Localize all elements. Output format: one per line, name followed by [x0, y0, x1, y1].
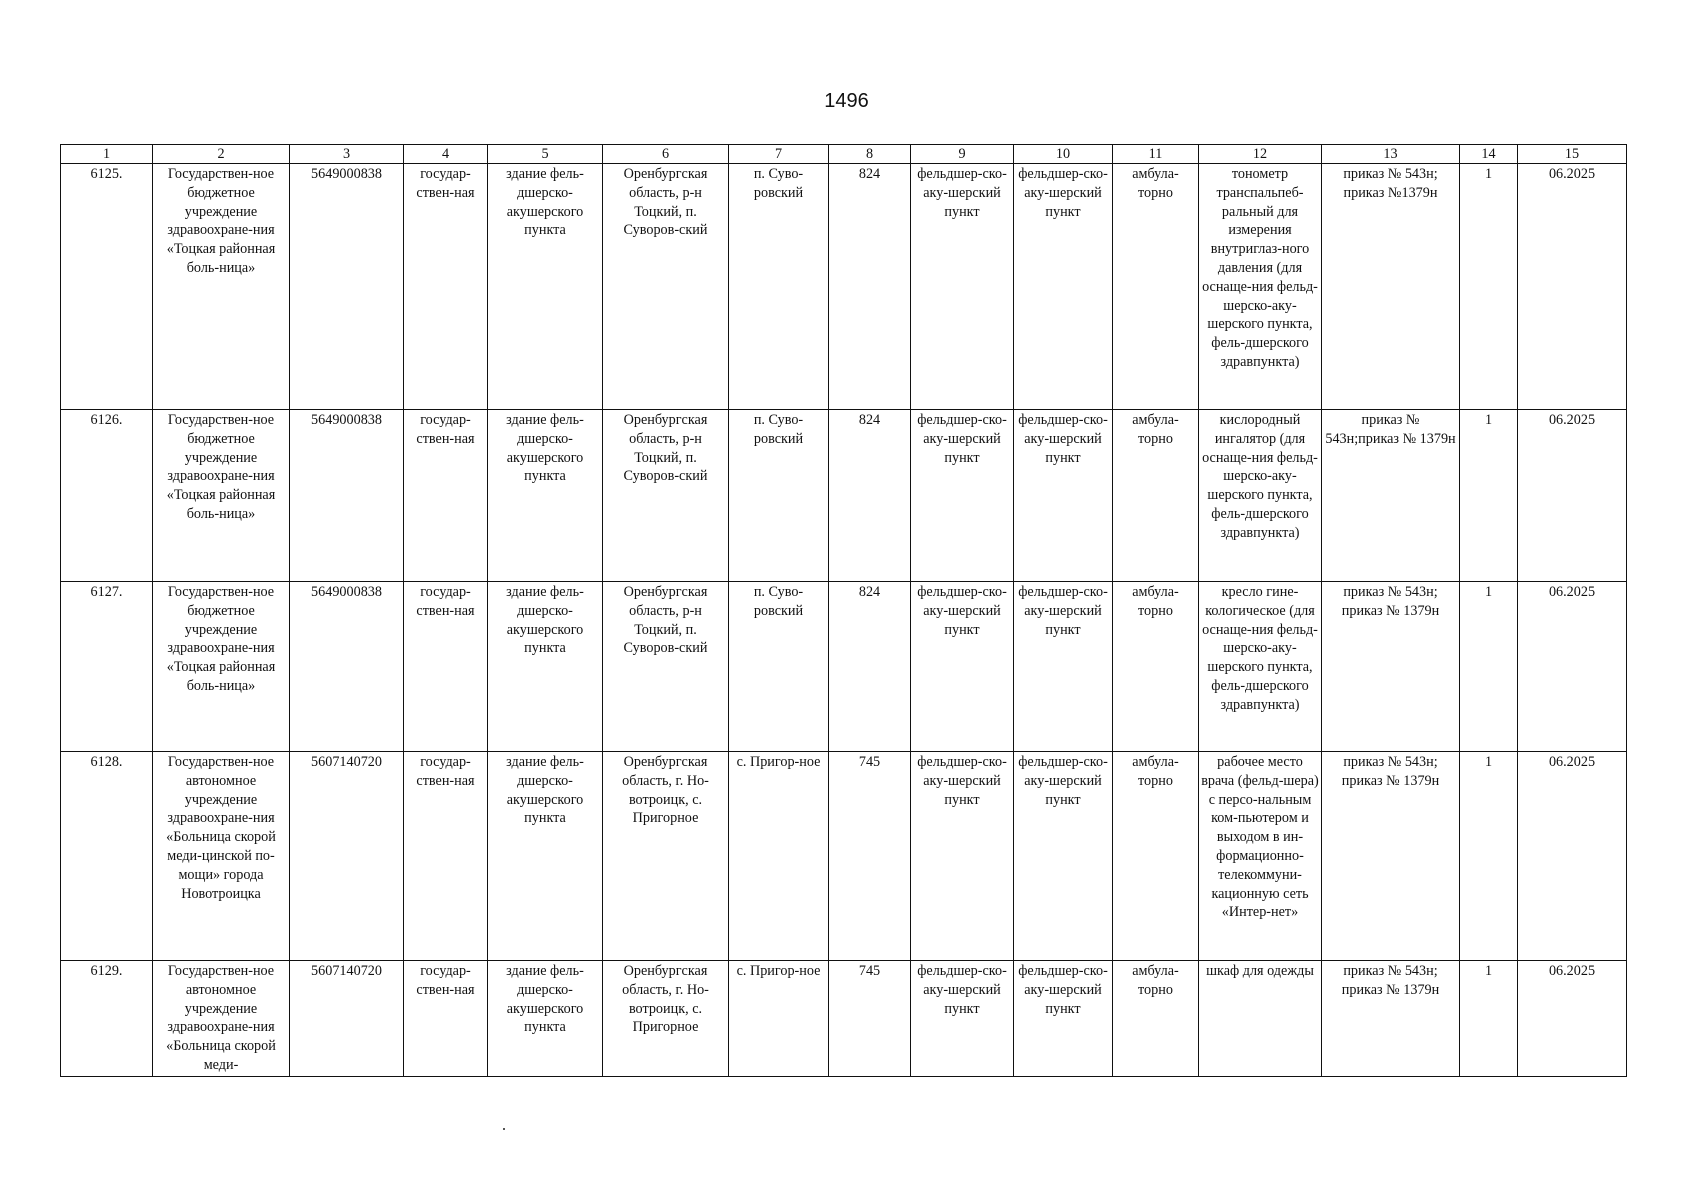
column-number: 8	[829, 145, 911, 164]
cell-care-form: амбула-торно	[1113, 961, 1199, 1077]
cell-date: 06.2025	[1518, 961, 1627, 1077]
cell-equipment: кислородный ингалятор (для оснаще-ния фельд-шерско-аку-шерского пункта, фель-дшерского здравпункта)	[1199, 410, 1322, 582]
cell-inn: 5607140720	[290, 961, 404, 1077]
table-row	[61, 164, 1627, 410]
cell-order: приказ № 543н; приказ № 1379н	[1322, 752, 1460, 961]
cell-date: 06.2025	[1518, 582, 1627, 752]
cell-record-number: 6127.	[61, 582, 153, 752]
cell-locality: с. Пригор-ное	[729, 752, 829, 961]
cell-date: 06.2025	[1518, 164, 1627, 410]
column-number: 10	[1014, 145, 1113, 164]
cell-equipment: рабочее место врача (фельд-шера) с персо-нальным ком-пьютером и выходом в ин-формационно-телекоммуни-кационную сеть «Интер-нет»	[1199, 752, 1322, 961]
cell-building: здание фель-дшерско-акушерского пункта	[488, 961, 603, 1077]
column-number: 9	[911, 145, 1014, 164]
cell-address: Оренбургская область, г. Но-вотроицк, с. Пригорное	[603, 752, 729, 961]
cell-record-number: 6129.	[61, 961, 153, 1077]
register-table	[60, 144, 1627, 1077]
cell-care-form: амбула-торно	[1113, 582, 1199, 752]
cell-organization: Государствен-ное автономное учреждение здравоохране-ния «Больница скорой меди-цинской по-мощи» города Новотроицка	[153, 752, 290, 961]
cell-record-number: 6128.	[61, 752, 153, 961]
cell-unit: фельдшер-ско-аку-шерский пункт	[1014, 410, 1113, 582]
cell-ownership: государ-ствен-ная	[404, 582, 488, 752]
table-row	[61, 582, 1627, 752]
cell-address: Оренбургская область, р-н Тоцкий, п. Суворов-ский	[603, 410, 729, 582]
cell-unit: фельдшер-ско-аку-шерский пункт	[1014, 961, 1113, 1077]
column-number: 5	[488, 145, 603, 164]
cell-locality: с. Пригор-ное	[729, 961, 829, 1077]
cell-ownership: государ-ствен-ная	[404, 410, 488, 582]
column-number: 12	[1199, 145, 1322, 164]
table-row	[61, 410, 1627, 582]
cell-address: Оренбургская область, р-н Тоцкий, п. Суворов-ский	[603, 582, 729, 752]
column-number: 14	[1460, 145, 1518, 164]
cell-quantity: 1	[1460, 752, 1518, 961]
cell-quantity: 1	[1460, 410, 1518, 582]
column-number: 2	[153, 145, 290, 164]
cell-organization: Государствен-ное автономное учреждение здравоохране-ния «Больница скорой меди-	[153, 961, 290, 1077]
cell-building: здание фель-дшерско-акушерского пункта	[488, 164, 603, 410]
cell-building: здание фель-дшерско-акушерского пункта	[488, 582, 603, 752]
column-number: 15	[1518, 145, 1627, 164]
column-number: 3	[290, 145, 404, 164]
column-number: 1	[61, 145, 153, 164]
cell-address: Оренбургская область, г. Но-вотроицк, с. Пригорное	[603, 961, 729, 1077]
cell-building: здание фель-дшерско-акушерского пункта	[488, 752, 603, 961]
cell-record-number: 6126.	[61, 410, 153, 582]
cell-inn: 5649000838	[290, 164, 404, 410]
column-number: 6	[603, 145, 729, 164]
cell-organization: Государствен-ное бюджетное учреждение здравоохране-ния «Тоцкая районная боль-ница»	[153, 164, 290, 410]
cell-building: здание фель-дшерско-акушерского пункта	[488, 410, 603, 582]
cell-unit: фельдшер-ско-аку-шерский пункт	[1014, 752, 1113, 961]
cell-locality: п. Суво-ровский	[729, 410, 829, 582]
cell-quantity: 1	[1460, 582, 1518, 752]
cell-structure: фельдшер-ско-аку-шерский пункт	[911, 410, 1014, 582]
cell-unit: фельдшер-ско-аку-шерский пункт	[1014, 164, 1113, 410]
page-number: 1496	[824, 90, 869, 112]
table-row	[61, 961, 1627, 1077]
cell-date: 06.2025	[1518, 410, 1627, 582]
cell-structure: фельдшер-ско-аку-шерский пункт	[911, 752, 1014, 961]
cell-quantity: 1	[1460, 164, 1518, 410]
column-number: 13	[1322, 145, 1460, 164]
cell-organization: Государствен-ное бюджетное учреждение здравоохране-ния «Тоцкая районная боль-ница»	[153, 582, 290, 752]
cell-locality: п. Суво-ровский	[729, 164, 829, 410]
cell-equipment: кресло гине-кологическое (для оснаще-ния фельд-шерско-аку-шерского пункта, фель-дшерского здравпункта)	[1199, 582, 1322, 752]
cell-care-form: амбула-торно	[1113, 410, 1199, 582]
column-number: 7	[729, 145, 829, 164]
cell-organization: Государствен-ное бюджетное учреждение здравоохране-ния «Тоцкая районная боль-ница»	[153, 410, 290, 582]
cell-equipment: тонометр транспальпеб-ральный для измерения внутриглаз-ного давления (для оснаще-ния фельд-шерско-аку-шерского пункта, фель-дшерского здравпункта)	[1199, 164, 1322, 410]
cell-inn: 5649000838	[290, 410, 404, 582]
cell-ownership: государ-ствен-ная	[404, 961, 488, 1077]
scan-speck	[503, 1128, 505, 1130]
cell-locality: п. Суво-ровский	[729, 582, 829, 752]
cell-population: 745	[829, 752, 911, 961]
cell-population: 824	[829, 582, 911, 752]
cell-inn: 5607140720	[290, 752, 404, 961]
column-number-row	[61, 145, 1627, 164]
cell-inn: 5649000838	[290, 582, 404, 752]
cell-quantity: 1	[1460, 961, 1518, 1077]
column-number: 4	[404, 145, 488, 164]
cell-date: 06.2025	[1518, 752, 1627, 961]
cell-record-number: 6125.	[61, 164, 153, 410]
cell-order: приказ № 543н;приказ № 1379н	[1322, 410, 1460, 582]
cell-care-form: амбула-торно	[1113, 752, 1199, 961]
cell-care-form: амбула-торно	[1113, 164, 1199, 410]
cell-structure: фельдшер-ско-аку-шерский пункт	[911, 582, 1014, 752]
column-number: 11	[1113, 145, 1199, 164]
cell-order: приказ № 543н; приказ № 1379н	[1322, 961, 1460, 1077]
cell-population: 824	[829, 410, 911, 582]
cell-order: приказ № 543н; приказ № 1379н	[1322, 582, 1460, 752]
cell-structure: фельдшер-ско-аку-шерский пункт	[911, 164, 1014, 410]
cell-ownership: государ-ствен-ная	[404, 752, 488, 961]
cell-structure: фельдшер-ско-аку-шерский пункт	[911, 961, 1014, 1077]
cell-population: 745	[829, 961, 911, 1077]
cell-equipment: шкаф для одежды	[1199, 961, 1322, 1077]
cell-ownership: государ-ствен-ная	[404, 164, 488, 410]
cell-unit: фельдшер-ско-аку-шерский пункт	[1014, 582, 1113, 752]
cell-address: Оренбургская область, р-н Тоцкий, п. Суворов-ский	[603, 164, 729, 410]
cell-population: 824	[829, 164, 911, 410]
cell-order: приказ № 543н; приказ №1379н	[1322, 164, 1460, 410]
table-row	[61, 752, 1627, 961]
